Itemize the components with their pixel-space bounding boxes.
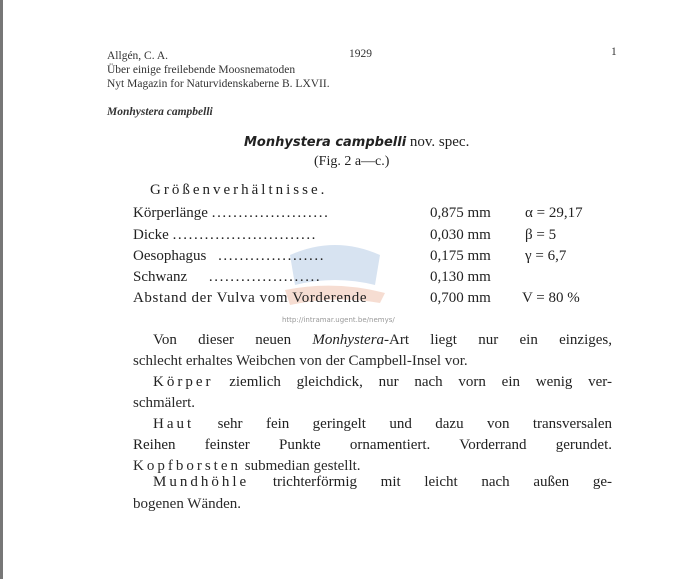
paragraph-line: schmälert.	[133, 395, 196, 411]
ratio-value: V = 80 %	[522, 290, 580, 306]
measurements-title: Größenverhältnisse.	[150, 182, 328, 198]
page-number: 1	[611, 46, 617, 58]
journal: Nyt Magazin for Naturvidenskaberne B. LXVII.	[107, 78, 330, 90]
spaced-term: Mundhöhle	[153, 474, 250, 490]
ratio-value: β = 5	[525, 227, 557, 243]
leader-dots: ...........................	[172, 227, 318, 243]
ratio-value: α = 29,17	[525, 205, 583, 221]
species-label: Monhystera campbelli	[107, 106, 213, 118]
paragraph-line: schlecht erhaltes Weibchen von der Campbell-Insel vor.	[133, 353, 468, 369]
paragraph-line	[153, 416, 612, 433]
leader-dots: ......................	[211, 205, 330, 221]
watermark-url: http://intramar.ugent.be/nemys/	[282, 316, 395, 324]
text-run: -Art liegt nur ein einziges,	[384, 332, 613, 348]
measurement-label: Schwanz	[133, 269, 188, 285]
text-run: Von dieser neuen	[153, 332, 313, 348]
text-run: sehr fein geringelt und dazu von transversalen	[194, 416, 612, 432]
heading-suffix: nov. spec.	[409, 134, 470, 150]
paper-title: Über einige freilebende Moosnematoden	[107, 64, 296, 76]
measurement-value: 0,130 mm	[430, 269, 491, 285]
ratio-value: γ = 6,7	[525, 248, 567, 264]
measurement-row	[133, 290, 367, 307]
paragraph-line: Reihen feinster Punkte ornamentiert. Vorderrand gerundet.	[133, 437, 612, 453]
measurement-label: Abstand der Vulva vom Vorderende	[133, 290, 368, 306]
measurement-row	[133, 227, 317, 244]
measurement-row	[133, 248, 325, 265]
text-run: ziemlich gleichdick, nur nach vorn ein wenig ver-	[213, 374, 612, 390]
text-run: trichterförmig mit leicht nach außen ge-	[249, 474, 612, 490]
measurement-label: Dicke	[133, 227, 169, 243]
measurement-label: Körperlänge	[133, 205, 208, 221]
scan-edge	[0, 0, 3, 579]
measurement-value: 0,700 mm	[430, 290, 491, 306]
text-run: submedian gestellt.	[241, 458, 361, 474]
leader-dots: ....................	[218, 248, 326, 264]
spaced-term: Kopfborsten	[133, 458, 241, 474]
paragraph-line	[153, 332, 612, 349]
measurement-label: Oesophagus	[133, 248, 207, 264]
spaced-term: Haut	[153, 416, 195, 432]
measurement-row	[133, 205, 329, 222]
spaced-term: Körper	[153, 374, 214, 390]
leader-dots: .....................	[208, 269, 322, 285]
genus-name: Monhystera	[312, 332, 385, 348]
paragraph-line: bogenen Wänden.	[133, 496, 242, 512]
year: 1929	[349, 48, 372, 60]
author: Allgén, C. A.	[107, 50, 169, 62]
measurement-value: 0,030 mm	[430, 227, 491, 243]
measurement-row	[133, 269, 321, 286]
heading-species: Monhystera campbelli	[244, 135, 407, 150]
paragraph-line	[153, 374, 612, 391]
measurement-value: 0,875 mm	[430, 205, 491, 221]
article-heading	[244, 134, 469, 151]
paragraph-line	[133, 458, 361, 475]
measurement-value: 0,175 mm	[430, 248, 491, 264]
paragraph-line	[153, 474, 612, 491]
figure-reference: (Fig. 2 a—c.)	[314, 154, 390, 169]
